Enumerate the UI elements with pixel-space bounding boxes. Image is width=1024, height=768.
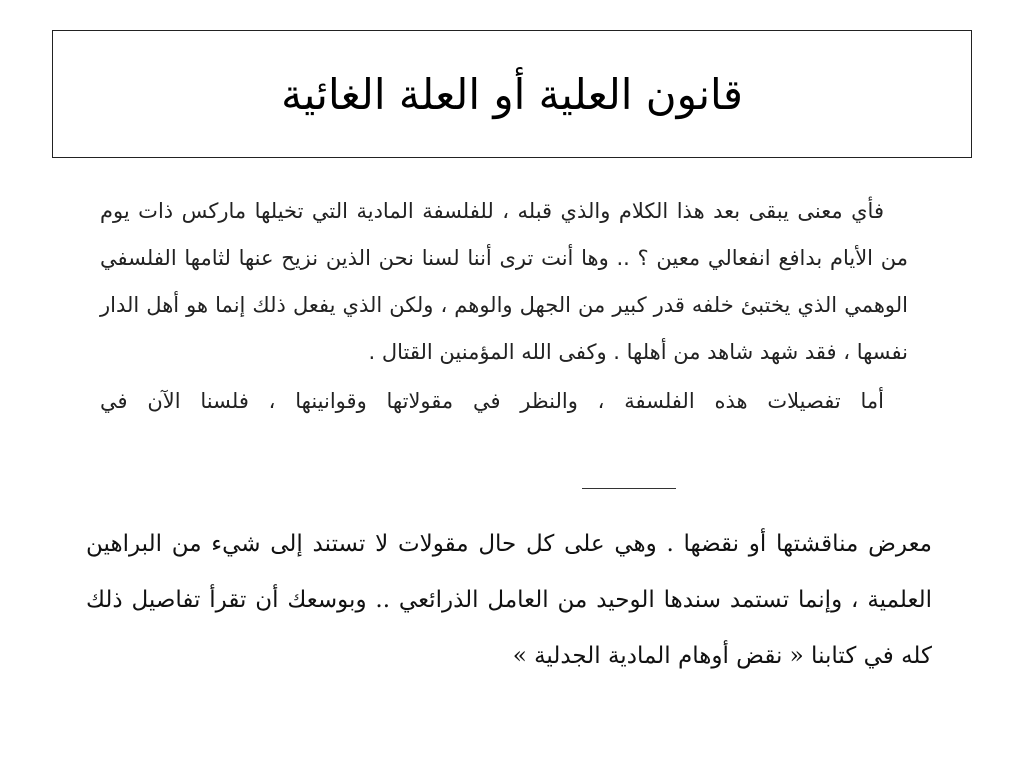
scanned-text-block xyxy=(100,188,908,425)
scanned-paragraph-1: فأي معنى يبقى بعد هذا الكلام والذي قبله ، للفلسفة المادية التي تخيلها ماركس ذات يوم من الأيام بدافع انفعالي معين ؟ .. وها أنت ترى أننا لسنا نحن الذين نزيح عنها لثامها الفلسفي الوهمي الذي يختبئ خلفه قدر كبير من الجهل والوهم ، ولكن الذي يفعل ذلك إنما هو أهل الدار نفسها ، فقد شهد شاهد من أهلها . وكفى الله المؤمنين القتال . xyxy=(100,199,908,364)
body-text-block xyxy=(86,516,932,684)
body-paragraph: معرض مناقشتها أو نقضها . وهي على كل حال مقولات لا تستند إلى شيء من البراهين العلمية ، وإنما تستمد سندها الوحيد من العامل الذرائعي .. وبوسعك أن تقرأ تفاصيل ذلك كله في كتابنا « نقض أوهام المادية الجدلية » xyxy=(86,531,932,669)
title-box xyxy=(52,30,972,158)
slide-title: قانون العلية أو العلة الغائية xyxy=(281,69,743,119)
scanned-paragraph-2: أما تفصيلات هذه الفلسفة ، والنظر في مقولاتها وقوانينها ، فلسنا الآن في xyxy=(100,389,884,413)
footnote-separator xyxy=(582,488,676,489)
